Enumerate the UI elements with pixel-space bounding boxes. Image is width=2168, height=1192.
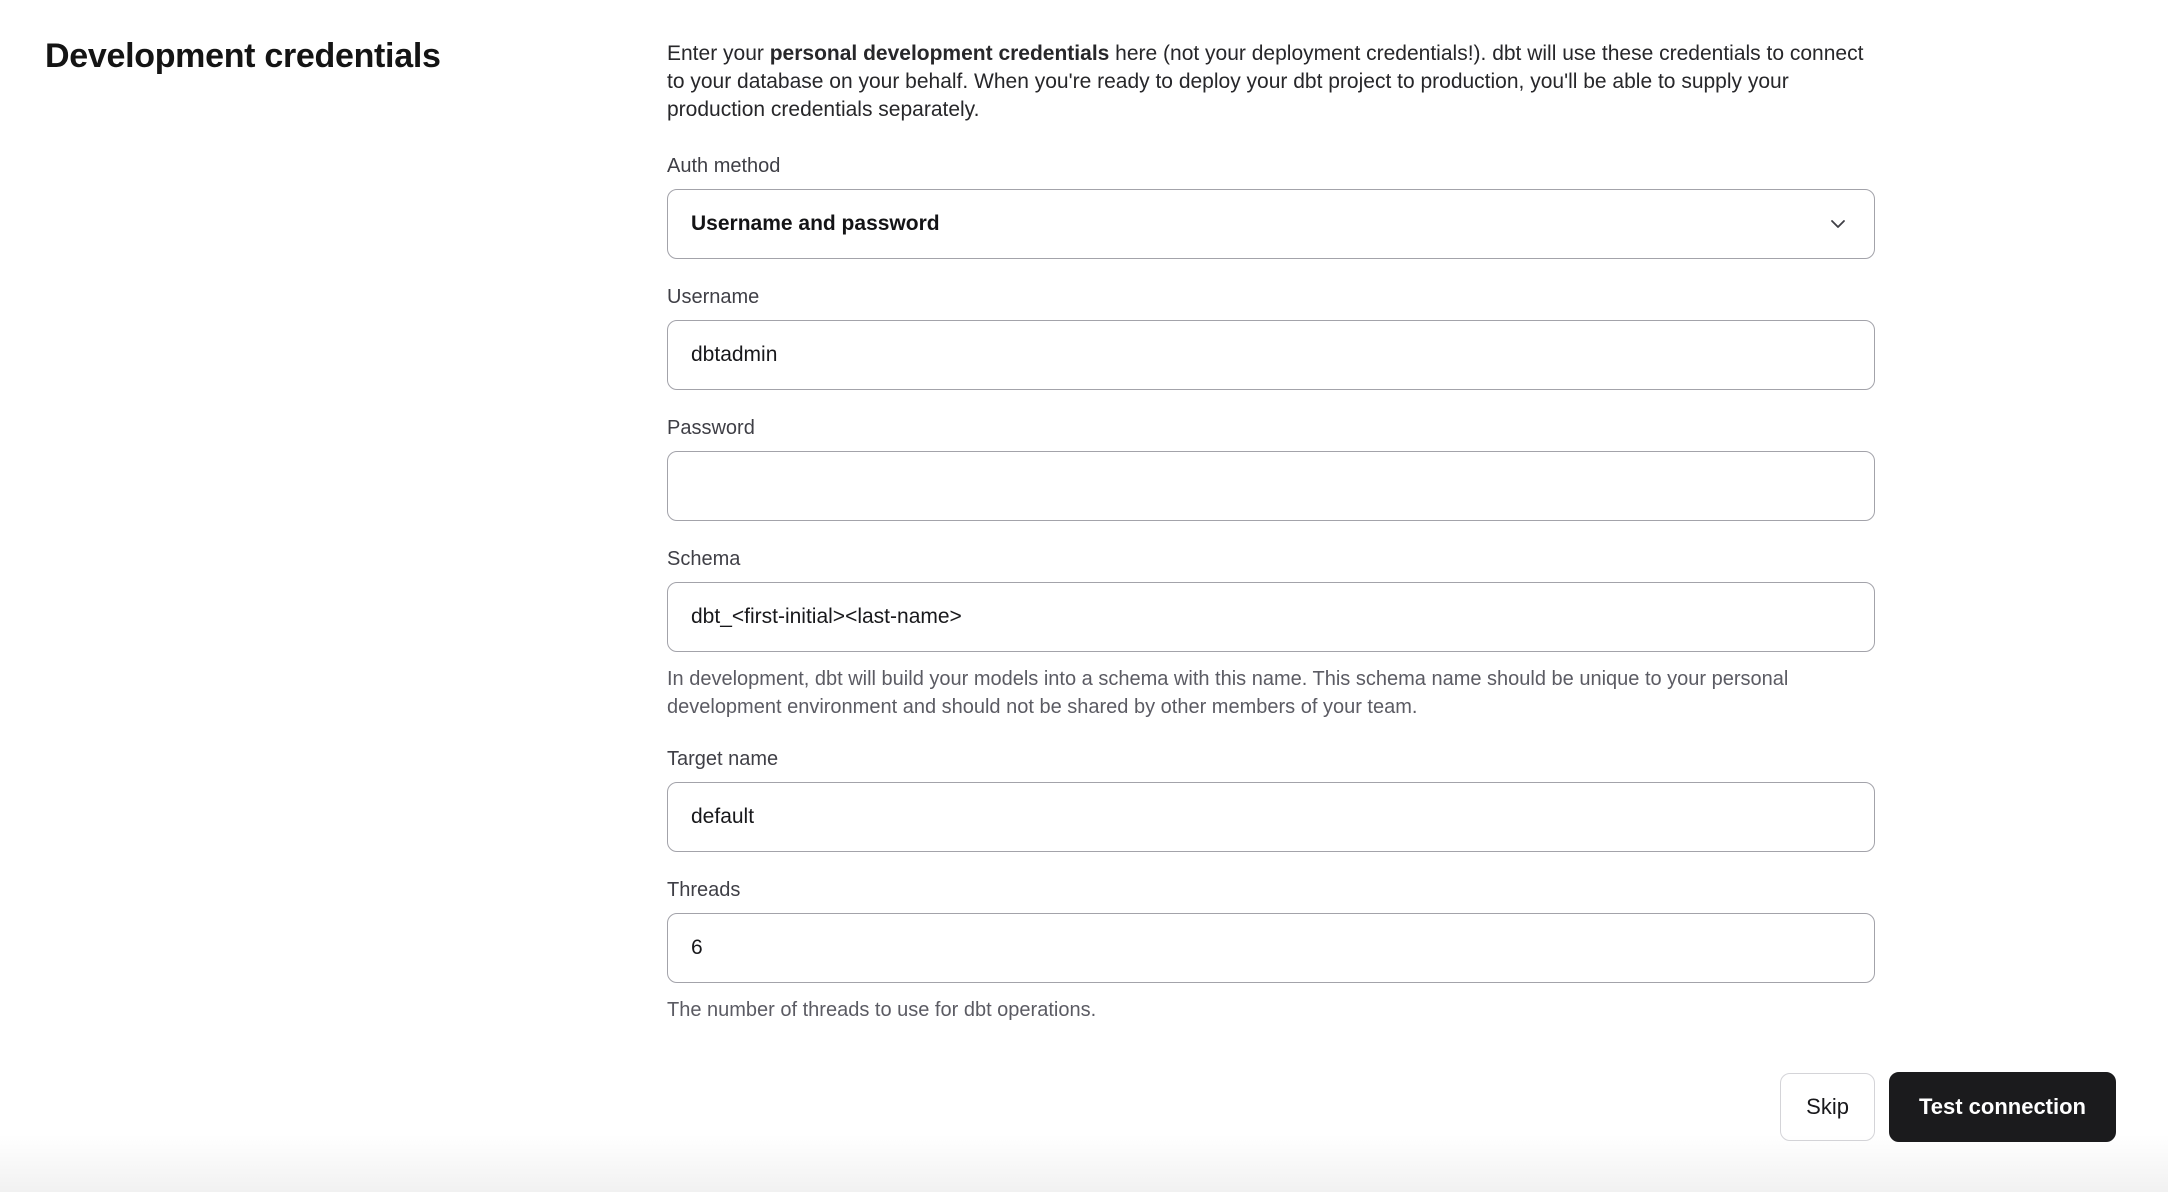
field-group-threads xyxy=(667,878,1875,1024)
target-name-label: Target name xyxy=(667,748,779,770)
password-input[interactable] xyxy=(667,451,1875,521)
footer-actions xyxy=(1780,1072,2116,1142)
section-header xyxy=(45,36,667,77)
page-title: Development credentials xyxy=(45,37,441,75)
username-input[interactable] xyxy=(667,320,1875,390)
threads-hint: The number of threads to use for dbt operations. xyxy=(667,999,1097,1021)
field-group-username xyxy=(667,285,1875,390)
field-group-auth-method xyxy=(667,154,1875,259)
description-prefix: Enter your xyxy=(667,42,770,65)
target-name-input[interactable] xyxy=(667,782,1875,852)
field-group-target-name xyxy=(667,747,1875,852)
auth-method-label: Auth method xyxy=(667,155,781,177)
schema-label: Schema xyxy=(667,548,741,570)
credentials-form xyxy=(667,36,1875,1050)
skip-button[interactable]: Skip xyxy=(1780,1073,1875,1141)
password-label: Password xyxy=(667,417,755,439)
field-group-password xyxy=(667,416,1875,521)
auth-method-select[interactable] xyxy=(667,189,1875,259)
section-description xyxy=(667,40,1875,124)
field-group-schema xyxy=(667,547,1875,721)
schema-input[interactable] xyxy=(667,582,1875,652)
auth-method-selected-value: Username and password xyxy=(691,212,940,235)
threads-input[interactable] xyxy=(667,913,1875,983)
test-connection-button[interactable]: Test connection xyxy=(1889,1072,2116,1142)
threads-label: Threads xyxy=(667,879,741,901)
bottom-fade-divider xyxy=(0,1134,2168,1192)
description-suffix: here (not your deployment credentials!). dbt will use these credentials to connect to your database on your behalf. When you're ready to deploy your dbt project to production, you'll be able to supply your production credentials separately. xyxy=(667,42,1864,121)
username-label: Username xyxy=(667,286,760,308)
description-emphasis: personal development credentials xyxy=(769,42,1110,65)
chevron-down-icon xyxy=(1828,214,1848,234)
schema-hint: In development, dbt will build your models into a schema with this name. This schema name should be unique to your personal development environment and should not be shared by other members of your team. xyxy=(667,668,1789,718)
